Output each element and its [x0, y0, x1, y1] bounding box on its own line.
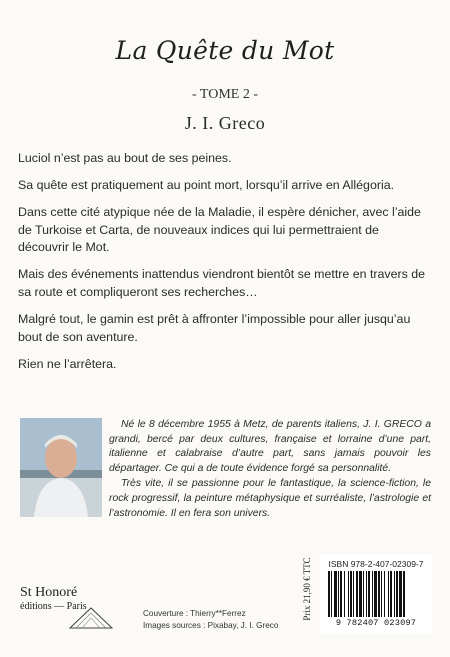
blurb-paragraph: Malgré tout, le gamin est prêt à affronter l’impossible pour aller jusqu’au bout de son aventure. — [18, 312, 411, 344]
barcode-bar — [372, 571, 373, 617]
author-bio — [109, 418, 431, 522]
blurb-paragraph: Sa quête est pratiquement au point mort, lorsqu’il arrive en Allégoria. — [18, 178, 395, 193]
barcode-bar — [359, 571, 362, 617]
blurb-paragraph: Dans cette cité atypique née de la Maladie, il espère dénicher, avec l’aide de Turkoise et Carta, de nouveaux indices qui lui permettraient de découvrir le Mot. — [18, 205, 421, 255]
barcode-bar — [394, 571, 395, 617]
barcode-bar — [334, 571, 337, 617]
tome-label: - TOME 2 - — [192, 87, 258, 102]
barcode-bar — [363, 571, 364, 617]
barcode-bar — [368, 571, 370, 617]
barcode — [326, 571, 426, 617]
barcode-bar — [331, 571, 332, 617]
barcode-bar — [374, 571, 377, 617]
barcode-bar — [348, 571, 349, 617]
author-portrait-image — [20, 418, 102, 517]
barcode-bar — [388, 571, 389, 617]
bio-paragraph: Très vite, il se passionne pour le fantastique, la science-fiction, le rock progressif, la peinture métaphysique et surréaliste, l’astrologie et l’astronomie. Il en fera son univers. — [109, 478, 431, 519]
barcode-bar — [340, 571, 342, 617]
blurb-paragraph: Mais des événements inattendus viendront bientôt se mettre en travers de sa route et compliqueront ses recherches… — [18, 267, 426, 300]
isbn-block — [320, 555, 432, 633]
isbn-digits: 9 782407 023097 — [335, 618, 417, 628]
barcode-bar — [328, 571, 330, 617]
barcode-bar — [390, 571, 392, 617]
barcode-bar — [381, 571, 382, 617]
publisher-logo — [20, 585, 120, 631]
images-credit: Images sources : Pixabay, J. I. Greco — [143, 621, 279, 630]
barcode-bar — [396, 571, 398, 617]
blurb-paragraph: Rien ne l’arrêtera. — [18, 356, 117, 371]
bio-paragraph: Né le 8 décembre 1955 à Metz, de parents italiens, J. I. GRECO a grandi, bercé par deux cultures, française et lorraine d’une part, italienne et calabraise d’autre part, sans jamais pouvoir les départager. Ce qui a de toute évidence forgé sa personnalité. — [109, 419, 431, 474]
publisher-subtitle: éditions — Paris — [20, 601, 87, 612]
publisher-name: St Honoré — [20, 585, 78, 600]
author-name: J. I. Greco — [184, 113, 266, 133]
image-credits — [143, 608, 313, 632]
barcode-bar — [350, 571, 352, 617]
isbn-label: ISBN 978-2-407-02309-7 — [328, 559, 424, 569]
cover-credit: Couverture : Thierry**Ferrez — [143, 609, 246, 618]
barcode-bar — [356, 571, 358, 617]
back-cover-blurb — [18, 150, 432, 383]
author-photo — [20, 418, 102, 517]
pyramid-icon — [68, 606, 114, 630]
book-title: La Quête du Mot — [115, 36, 335, 65]
barcode-bar — [384, 571, 385, 617]
barcode-bar — [366, 571, 367, 617]
barcode-bar — [378, 571, 380, 617]
barcode-bar — [338, 571, 339, 617]
price-text: Prix 21,90 € TTC — [302, 557, 312, 621]
barcode-bar — [399, 571, 402, 617]
barcode-bar — [403, 571, 405, 617]
blurb-paragraph: Luciol n’est pas au bout de ses peines. — [18, 151, 232, 165]
barcode-bar — [353, 571, 354, 617]
price-label — [300, 545, 314, 633]
barcode-bar — [344, 571, 345, 617]
